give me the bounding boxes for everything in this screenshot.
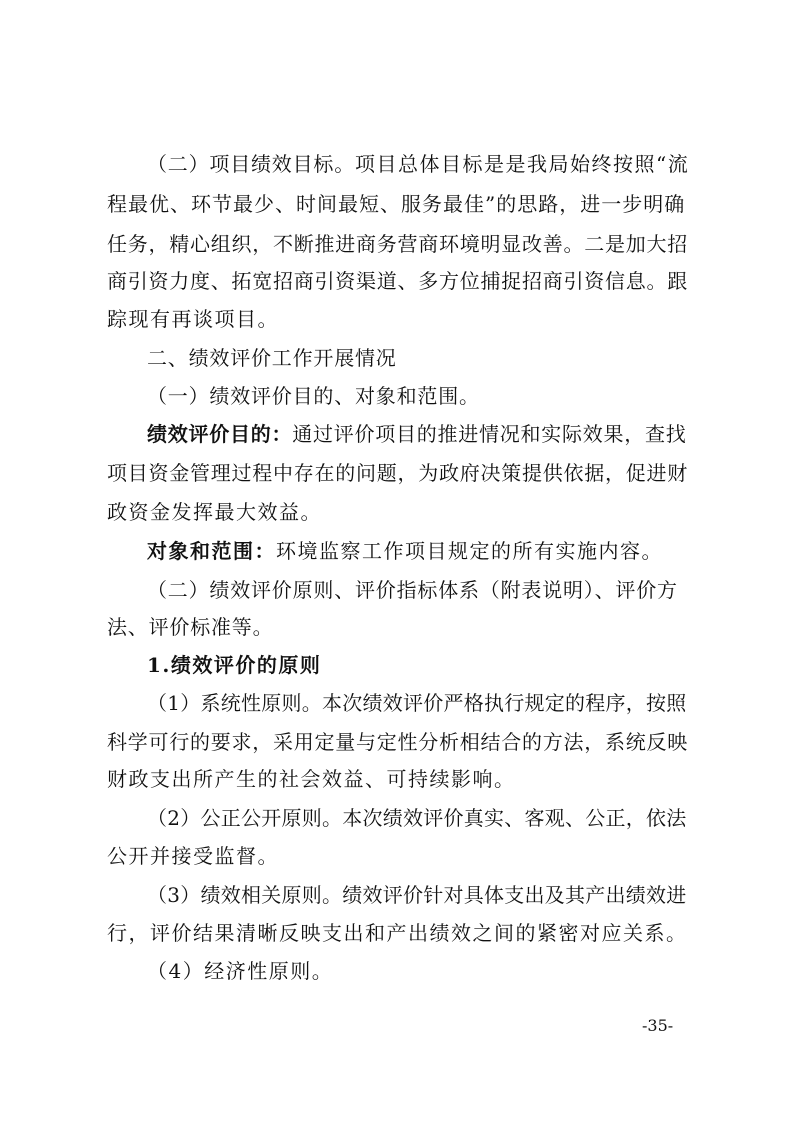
- scope-paragraph: [147, 537, 689, 565]
- subsection-2-title-line-1: （二）绩效评价原则、评价指标体系（附表说明）、评价方: [147, 578, 678, 602]
- principle-2-line-1: （2）公正公开原则。本次绩效评价真实、客观、公正，依法: [147, 806, 687, 830]
- goal-paragraph-line-1: [147, 150, 689, 178]
- scope-text: 环境监察工作项目规定的所有实施内容。: [276, 539, 663, 563]
- purpose-paragraph-line-1: [147, 420, 689, 448]
- principle-1-line-3: 财政支出所产生的社会效益、可持续影响。: [107, 767, 516, 791]
- principles-title: 1.绩效评价的原则: [147, 653, 322, 677]
- principle-3-line-1: （3）绩效相关原则。绩效评价针对具体支出及其产出绩效进: [147, 883, 687, 907]
- goal-paragraph-line-5: 踪现有再谈项目。: [107, 307, 279, 331]
- principle-1-line-1: （1）系统性原则。本次绩效评价严格执行规定的程序，按照: [147, 691, 687, 715]
- goal-paragraph-line-3: 任务，精心组织，不断推进商务营商环境明显改善。二是加大招: [107, 232, 688, 256]
- purpose-text: 通过评价项目的推进情况和实际效果，查找: [292, 422, 687, 446]
- principle-1-line-2: 科学可行的要求，采用定量与定性分析相结合的方法，系统反映: [107, 730, 688, 754]
- section-2-title: 二、绩效评价工作开展情况: [147, 346, 397, 370]
- principle-2-line-2: 公开并接受监督。: [107, 844, 279, 868]
- goal-text: 项目总体目标是是我局始终按照“流: [355, 152, 690, 176]
- subsection-2-title-line-2: 法、评价标准等。: [107, 615, 274, 639]
- purpose-paragraph-line-2: 项目资金管理过程中存在的问题，为政府决策提供依据，促进财: [107, 461, 688, 485]
- scope-label: 对象和范围：: [147, 539, 276, 563]
- purpose-label: 绩效评价目的：: [147, 422, 293, 446]
- principle-3-line-2: 行，评价结果清晰反映支出和产出绩效之间的紧密对应关系。: [107, 921, 688, 945]
- goal-paragraph-line-4: 商引资力度、拓宽招商引资渠道、多方位捕捉招商引资信息。跟: [107, 269, 688, 293]
- page-number: -35-: [642, 1016, 674, 1035]
- goal-heading: （二）项目绩效目标。: [147, 152, 355, 176]
- purpose-paragraph-line-3: 政资金发挥最大效益。: [107, 500, 322, 524]
- goal-paragraph-line-2: 程最优、环节最少、时间最短、服务最佳”的思路，进一步明确: [107, 192, 686, 216]
- principle-4-line-1: （4）经济性原则。: [147, 959, 334, 983]
- subsection-1-title: （一）绩效评价目的、对象和范围。: [147, 384, 480, 408]
